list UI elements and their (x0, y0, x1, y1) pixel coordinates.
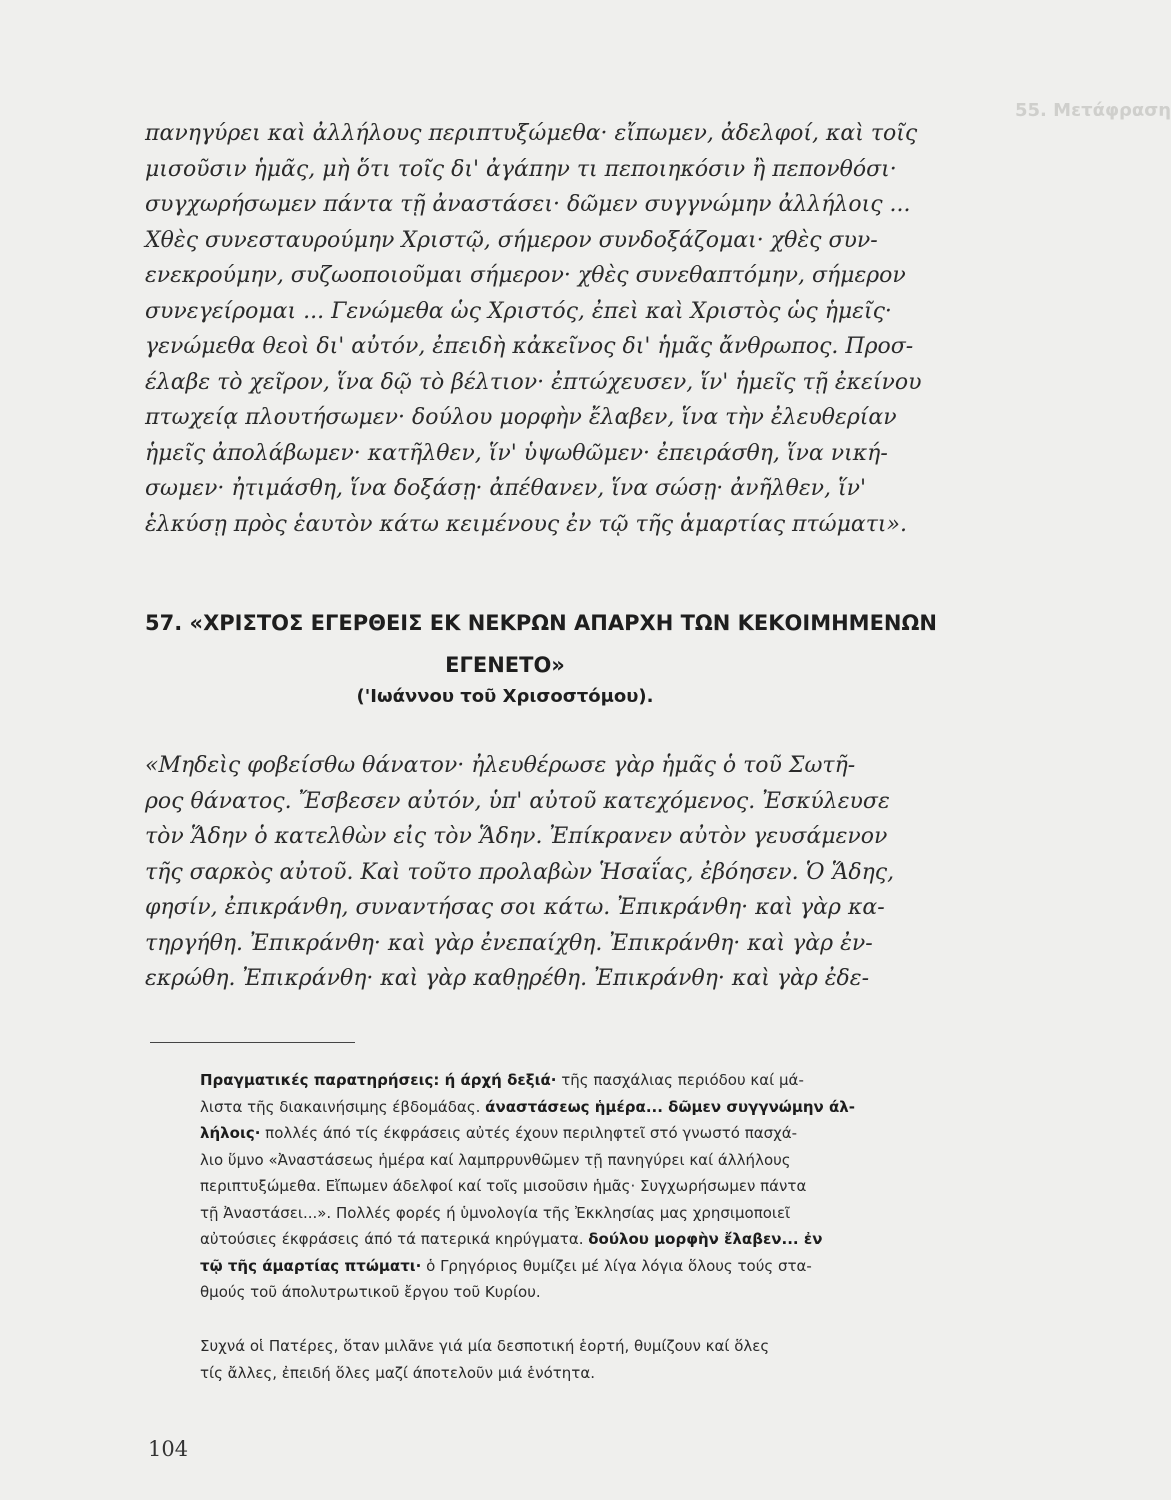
section-title: 57. «ΧΡΙΣΤΟΣ ΕΓΕΡΘΕΙΣ ΕΚ ΝΕΚΡΩΝ ΑΠΑΡΧΗ ΤΩΝ ΚΕΚΟΙΜΗΜΕΝΩΝ (145, 611, 937, 635)
text-line: ενεκρούμην, συζωοποιοῦμαι σήμερον· χθὲς συνεθαπτόμην, σήμερον (145, 263, 906, 288)
text-line: σωμεν· ἠτιμάσθη, ἵνα δοξάσῃ· ἀπέθανεν, ἵνα σώσῃ· ἀνῆλθεν, ἵν' (145, 476, 867, 501)
text-line: πτωχείᾳ πλουτήσωμεν· δούλου μορφὴν ἔλαβεν, ἵνα τὴν ἐλευθερίαν (145, 405, 897, 430)
note-line (200, 1147, 990, 1174)
note-line: τίς ἄλλες, ἐπειδή ὅλες μαζί άποτελοῦν μιά ἑνότητα. (200, 1363, 595, 1382)
footnote-divider (150, 1042, 355, 1043)
text-line: ρος θάνατος. Ἔσβεσεν αὐτόν, ὑπ' αὐτοῦ κατεχόμενος. Ἐσκύλευσε (145, 788, 890, 814)
text-line: ἡμεῖς ἀπολάβωμεν· κατῆλθεν, ἵν' ὑψωθῶμεν· ἐπειράσθη, ἵνα νική- (145, 440, 888, 466)
text-line: Χθὲς συνεσταυρούμην Χριστῷ, σήμερον συνδοξάζομαι· χθὲς συν- (145, 227, 878, 253)
note-line (200, 1200, 990, 1227)
notes-paragraph (200, 1067, 990, 1306)
text-line: μισοῦσιν ἡμᾶς, μὴ ὅτι τοῖς δι' ἀγάπην τι πεποιηκόσιν ἢ πεπονθόσι· (145, 156, 897, 182)
note-line (200, 1279, 990, 1306)
text-line: τῆς σαρκὸς αὐτοῦ. Καὶ τοῦτο προλαβὼν Ἡσαΐας, ἐβόησεν. Ὁ Ἅδης, (145, 859, 895, 885)
note-line (200, 1173, 990, 1200)
note-bold-phrase: τῷ τῆς άμαρτίας πτώματι· (200, 1256, 422, 1275)
note-text: λιο ὕμνο «Ἀναστάσεως ἡμέρα καί λαμπρρυνθῶμεν τῇ πανηγύρει καί άλλήλους (200, 1150, 791, 1169)
note-text: πολλές άπό τίς έκφράσεις αὐτές έχουν περιληφτεῖ στό γνωστό πασχά- (260, 1124, 798, 1142)
text-line: πανηγύρει καὶ ἀλλήλους περιπτυξώμεθα· εἴπωμεν, ἀδελφοί, καὶ τοῖς (145, 121, 918, 146)
note-text: λιστα τῆς διακαινήσιμης έβδομάδας. (200, 1097, 486, 1116)
note-text: ὁ Γρηγόριος θυμίζει μέ λίγα λόγια ὅλους τούς στα- (421, 1256, 812, 1275)
note-line (200, 1226, 990, 1253)
note-line (200, 1253, 990, 1280)
note-line: Συχνά οἱ Πατέρες, ὅταν μιλᾶνε γιά μία δεσποτική ἑορτή, θυμίζουν καί ὅλες (200, 1337, 770, 1355)
note-bold-phrase: άναστάσεως ἡμέρα... δῶμεν συγγνώμην άλ- (485, 1097, 856, 1116)
text-line: «Μηδεὶς φοβείσθω θάνατον· ἠλευθέρωσε γὰρ ἡμᾶς ὁ τοῦ Σωτῆ- (145, 753, 856, 778)
note-bold-phrase: δούλου μορφὴν ἔλαβεν... ἐν (588, 1230, 823, 1248)
greek-excerpt-continued (145, 116, 985, 542)
text-line: εκρώθη. Ἐπικράνθη· καὶ γὰρ καθῃρέθη. Ἐπικράνθη· καὶ γὰρ ἐδε- (145, 966, 870, 991)
page-number: 104 (148, 1437, 189, 1461)
section-author: ('Ιωάννου τοῦ Χρισοστόμου). (356, 686, 654, 707)
text-line: τὸν Ἅδην ὁ κατελθὼν εἰς τὸν Ἅδην. Ἐπίκρανεν αὐτὸν γευσάμενον (145, 824, 888, 849)
text-line: έλαβε τὸ χεῖρον, ἵνα δῷ τὸ βέλτιον· ἐπτώχευσεν, ἵν' ἡμεῖς τῇ ἐκείνου (145, 369, 922, 395)
section-title-continued: ΕΓΕΝΕΤΟ» (445, 653, 565, 677)
text-line: ἑλκύσῃ πρὸς ἑαυτὸν κάτω κειμένους ἐν τῷ τῆς ἁμαρτίας πτώματι». (145, 511, 907, 537)
notes-paragraph-2 (200, 1333, 990, 1386)
text-line: τηργήθη. Ἐπικράνθη· καὶ γὰρ ἐνεπαίχθη. Ἐπικράνθη· καὶ γὰρ ἐν- (145, 930, 873, 956)
note-line (200, 1067, 990, 1094)
greek-excerpt (145, 748, 985, 997)
note-bold-phrase: Πραγματικές παρατηρήσεις: ή άρχή δεξιά· (200, 1071, 557, 1089)
note-text: θμούς τοῦ άπολυτρωτικοῦ ἔργου τοῦ Κυρίου. (200, 1283, 541, 1301)
note-line (200, 1094, 990, 1121)
text-line: συνεγείρομαι ... Γενώμεθα ὡς Χριστός, ἐπεὶ καὶ Χριστὸς ὡς ἡμεῖς· (145, 298, 892, 324)
note-text: τῇ Ἀναστάσει...». Πολλές φορές ή ὑμνολογία τῆς Ἐκκλησίας μας χρησιμοποιεῖ (200, 1203, 791, 1222)
note-line (200, 1120, 990, 1147)
note-text: περιπτυξώμεθα. Εἴπωμεν άδελφοί καί τοῖς μισοῦσιν ἡμᾶς· Συγχωρήσωμεν πάντα (200, 1177, 807, 1195)
text-line: φησίν, ἐπικράνθη, συναντήσας σοι κάτω. Ἐπικράνθη· καὶ γὰρ κα- (145, 895, 885, 920)
text-line: συγχωρήσωμεν πάντα τῇ ἀναστάσει· δῶμεν συγγνώμην ἀλλήλοις ... (145, 192, 911, 217)
note-text: αὐτούσιες έκφράσεις άπό τά πατερικά κηρύγματα. (200, 1230, 589, 1248)
note-text: τῆς πασχάλιας περιόδου καί μά- (556, 1071, 804, 1089)
text-line: γενώμεθα θεοὶ δι' αὐτόν, ἐπειδὴ κἀκεῖνος δι' ἡμᾶς ἄνθρωπος. Προσ- (145, 334, 914, 359)
bleed-through-heading: 55. Μετάφραση (1015, 100, 1171, 121)
note-bold-phrase: λήλοις· (200, 1124, 261, 1142)
